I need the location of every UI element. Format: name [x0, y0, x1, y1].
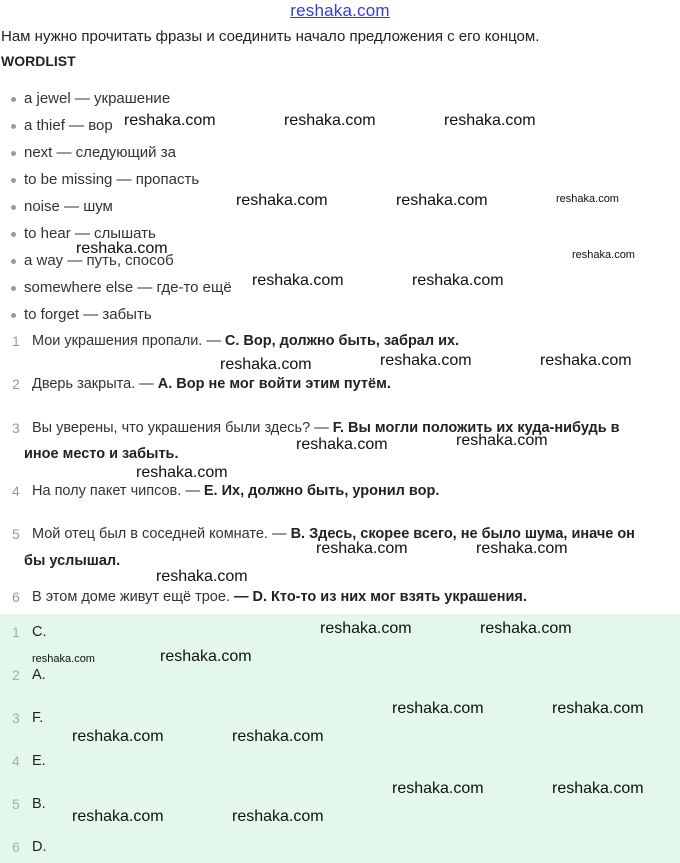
question-start: Дверь закрыта. — [32, 376, 158, 392]
question-start: Вы уверены, что украшения были здесь? — [32, 420, 333, 436]
watermark: reshaka.com [252, 272, 344, 289]
wordlist-item: to forget — забыть [24, 306, 152, 323]
question-number: 4 [12, 483, 20, 499]
watermark: reshaka.com [476, 540, 568, 557]
answer-number: 2 [12, 667, 20, 683]
watermark: reshaka.com [320, 620, 412, 637]
watermark: reshaka.com [552, 700, 644, 717]
answer-number: 1 [12, 624, 20, 640]
answer-value: C. [32, 624, 47, 640]
watermark: reshaka.com [72, 808, 164, 825]
watermark: reshaka.com [540, 352, 632, 369]
bullet-icon [11, 313, 16, 318]
watermark: reshaka.com [220, 356, 312, 373]
wordlist-item: to be missing — пропасть [24, 171, 200, 188]
watermark: reshaka.com [480, 620, 572, 637]
watermark: reshaka.com [444, 112, 536, 129]
answer-value: A. [32, 667, 46, 683]
wordlist-item: a jewel — украшение [24, 90, 171, 107]
watermark: reshaka.com [556, 193, 619, 205]
question-answer: E. Их, должно быть, уронил вор. [203, 483, 440, 499]
watermark: reshaka.com [236, 192, 328, 209]
question-start: На полу пакет чипсов. — [32, 483, 204, 499]
wordlist-heading: WORDLIST [1, 53, 76, 69]
watermark: reshaka.com [296, 436, 388, 453]
question-answer: B. Здесь, скорее всего, не было шума, иначе он [290, 526, 635, 542]
watermark: reshaka.com [72, 728, 164, 745]
question-number: 1 [12, 333, 20, 349]
watermark: reshaka.com [32, 653, 95, 665]
watermark: reshaka.com [392, 780, 484, 797]
site-title-link[interactable]: reshaka.com [290, 1, 390, 20]
bullet-icon [11, 97, 16, 102]
watermark: reshaka.com [552, 780, 644, 797]
watermark: reshaka.com [396, 192, 488, 209]
answer-value: F. [32, 710, 44, 726]
bullet-icon [11, 286, 16, 291]
question-start: В этом доме живут ещё трое. [32, 589, 234, 605]
wordlist-item: somewhere else — где-то ещё [24, 279, 232, 296]
answer-value: E. [32, 753, 46, 769]
watermark: reshaka.com [412, 272, 504, 289]
question-answer: C. Вор, должно быть, забрал их. [224, 333, 460, 349]
watermark: reshaka.com [232, 728, 324, 745]
watermark: reshaka.com [380, 352, 472, 369]
watermark: reshaka.com [160, 648, 252, 665]
watermark: reshaka.com [76, 240, 168, 257]
bullet-icon [11, 151, 16, 156]
watermark: reshaka.com [156, 568, 248, 585]
watermark: reshaka.com [124, 112, 216, 129]
question-number: 3 [12, 420, 20, 436]
question-answer-continued: иное место и забыть. [24, 446, 179, 462]
question-number: 6 [12, 589, 20, 605]
wordlist-item: a way — путь, способ [24, 252, 174, 269]
question-answer: A. Вор не мог войти этим путём. [157, 376, 391, 392]
wordlist-item: a thief — вор [24, 117, 113, 134]
bullet-icon [11, 259, 16, 264]
question-answer: — D. Кто-то из них мог взять украшения. [234, 589, 527, 605]
watermark: reshaka.com [572, 249, 635, 261]
watermark: reshaka.com [456, 432, 548, 449]
bullet-icon [11, 232, 16, 237]
answer-number: 5 [12, 796, 20, 812]
question-item [32, 376, 391, 392]
question-item [32, 483, 439, 499]
watermark: reshaka.com [136, 464, 228, 481]
bullet-icon [11, 124, 16, 129]
question-item [32, 333, 459, 349]
wordlist-item: noise — шум [24, 198, 113, 215]
answer-number: 6 [12, 839, 20, 855]
wordlist-item: to hear — слышать [24, 225, 156, 242]
watermark: reshaka.com [232, 808, 324, 825]
bullet-icon [11, 178, 16, 183]
question-answer-continued: бы услышал. [24, 553, 121, 569]
question-start: Мои украшения пропали. — [32, 333, 225, 349]
wordlist-item: next — следующий за [24, 144, 176, 161]
answer-number: 3 [12, 710, 20, 726]
watermark: reshaka.com [316, 540, 408, 557]
question-item [32, 589, 527, 605]
bullet-icon [11, 205, 16, 210]
answer-value: B. [32, 796, 46, 812]
intro-text: Нам нужно прочитать фразы и соединить начало предложения с его концом. [1, 28, 540, 45]
question-number: 2 [12, 376, 20, 392]
question-start: Мой отец был в соседней комнате. — [32, 526, 291, 542]
answer-number: 4 [12, 753, 20, 769]
answer-value: D. [32, 839, 47, 855]
watermark: reshaka.com [284, 112, 376, 129]
watermark: reshaka.com [392, 700, 484, 717]
question-number: 5 [12, 526, 20, 542]
question-answer: F. Вы могли положить их куда-нибудь в [332, 420, 620, 436]
